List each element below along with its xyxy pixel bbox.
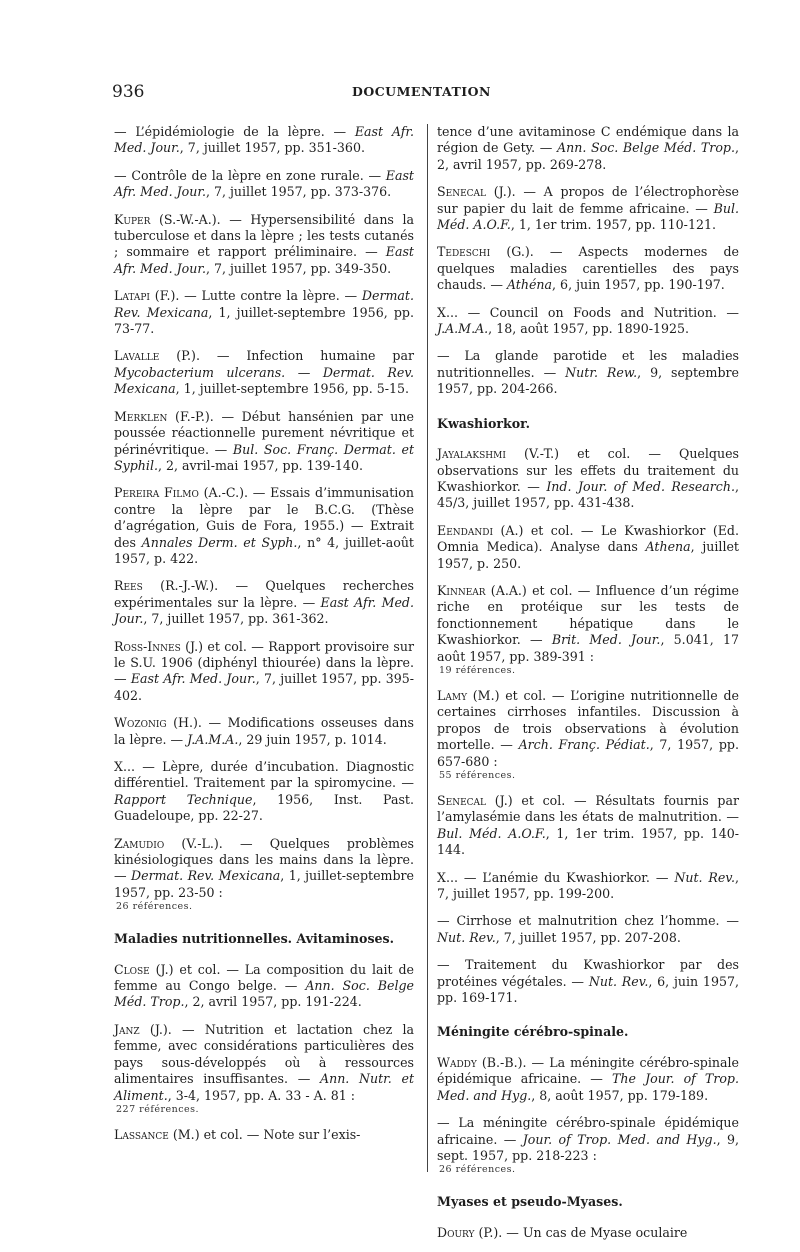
entry-text xyxy=(114,715,414,748)
entry-text xyxy=(437,1115,739,1164)
entry-author: Lavalle xyxy=(114,348,160,364)
entry-reference-count: 26 références. xyxy=(439,1164,516,1176)
bibliography-entry xyxy=(114,409,414,475)
entry-text xyxy=(114,759,414,825)
bibliography-entry xyxy=(114,836,414,914)
entry-author: Close xyxy=(114,961,150,977)
right-column xyxy=(437,124,739,1252)
bibliography-entry xyxy=(114,348,414,397)
section-heading: Kwashiorkor. xyxy=(437,415,531,431)
entry-title: (J.) et col. — Résultats fournis par l’amylasémie dans les états de malnutrition. — xyxy=(437,793,739,825)
entry-journal: Nut. Rev. xyxy=(588,973,649,989)
entry-journal: Nut. Rev. xyxy=(674,869,735,885)
entry-text xyxy=(114,168,414,201)
entry-citation: , 18, août 1957, pp. 1890-1925. xyxy=(488,321,690,337)
entry-title: (H.). — Modifications osseuses dans la lèpre. — xyxy=(114,715,414,747)
entry-author: Jayalakshmi xyxy=(437,446,506,462)
bibliography-entry xyxy=(114,1127,414,1143)
entry-title: — Contrôle de la lèpre en zone rurale. — xyxy=(114,167,386,183)
bibliography-entry xyxy=(114,578,414,627)
entry-title: (V.-T.) et col. — Quelques observations sur les effets du traitement du Kwashiorkor. — xyxy=(437,446,739,494)
entry-title: — La méningite cérébro-spinale épidémique africaine. — xyxy=(437,1115,739,1147)
entry-title: (M.) et col. — L’origine nutritionnelle de certaines cirrhoses infantiles. Discussion à propos de trois observations à évolution mortelle. — xyxy=(437,687,739,753)
section-heading: Méningite cérébro-spinale. xyxy=(437,1024,629,1040)
entry-author: Wozonig xyxy=(114,715,167,731)
entry-title: — L’épidémiologie de la lèpre. — xyxy=(114,124,355,139)
entry-journal: The Jour. of Trop. Med. and Hyg. xyxy=(437,1071,739,1103)
entry-text xyxy=(437,913,739,946)
bibliography-entry xyxy=(437,957,739,1006)
entry-text xyxy=(114,485,414,567)
entry-journal: Mycobacterium ulcerans. — Dermat. Rev. Mexicana xyxy=(114,364,414,397)
entry-text xyxy=(437,1225,739,1241)
entry-author: Eendandi xyxy=(437,522,493,538)
entry-text xyxy=(437,793,739,859)
entry-citation: , 7, juillet 1957, pp. 199-200. xyxy=(437,869,739,902)
entry-journal: Rapport Technique xyxy=(114,791,253,807)
bibliography-entry xyxy=(437,1055,739,1104)
entry-title: (J.). — A propos de l’électrophorèse sur papier du lait de femme africaine. — xyxy=(437,184,739,216)
entry-author: Waddy xyxy=(437,1054,477,1070)
entry-title: tence d’une avitaminose C endémique dans la région de Gety. — xyxy=(437,124,739,156)
entry-title: (P.). — Infection humaine par xyxy=(159,348,414,364)
entry-text xyxy=(114,1022,414,1104)
entry-title: (M.) et col. — Note sur l’exis- xyxy=(168,1126,361,1142)
entry-citation: , 45/3, juillet 1957, pp. 431-438. xyxy=(437,478,739,511)
entry-title: (A.A.) et col. — Influence d’un régime riche en protéique sur les tests de fonctionnement hépatique dans le Kwashiorkor. — xyxy=(437,582,739,648)
entry-text xyxy=(114,1127,414,1143)
entry-author: Ross-Innes xyxy=(114,638,181,654)
entry-reference-count: 227 références. xyxy=(116,1103,200,1115)
entry-text xyxy=(114,639,414,705)
entry-text xyxy=(114,409,414,475)
entry-citation: , 7, juillet 1957, pp. 395-402. xyxy=(114,671,414,703)
entry-author: Pereira Filmo xyxy=(114,485,199,501)
entry-title: (J.) et col. — La composition du lait de femme au Congo belge. — xyxy=(114,961,414,994)
entry-title: (S.-W.-A.). — Hypersensibilité dans la tuberculose et dans la lèpre ; les tests cutanés ; sommaire et rapport préliminaire. — xyxy=(114,211,414,260)
entry-title: (V.-L.). — Quelques problèmes kinésiologiques dans les mains dans la lèpre. — xyxy=(114,835,414,884)
entry-journal: Ann. Soc. Belge Méd. Trop. xyxy=(557,140,735,156)
entry-journal: Ann. Nutr. et Aliment. xyxy=(114,1071,414,1103)
entry-text xyxy=(437,184,739,233)
entry-citation: , 7, juillet 1957, pp. 361-362. xyxy=(143,611,329,627)
entry-text xyxy=(114,212,414,278)
bibliography-entry xyxy=(437,184,739,233)
entry-author: Doury xyxy=(437,1224,475,1240)
entry-journal: Athena xyxy=(645,539,691,555)
entry-journal: Jour. of Trop. Med. and Hyg. xyxy=(522,1131,717,1147)
entry-text xyxy=(114,348,414,397)
entry-title: — Council on Foods and Nutrition. — xyxy=(457,304,739,320)
entry-citation: , n° 4, juillet-août 1957, p. 422. xyxy=(114,534,414,566)
entry-title: (F.-P.). — Début hansénien par une poussée réactionnelle purement névritique et périnévritique. — xyxy=(114,408,414,457)
entry-citation: , 9, sept. 1957, pp. 218-223 : xyxy=(437,1131,739,1163)
entry-citation: , 6, juin 1957, pp. 169-171. xyxy=(437,973,739,1006)
bibliography-entry xyxy=(437,1225,739,1241)
entry-author: X... xyxy=(437,869,458,885)
entry-text xyxy=(437,348,739,397)
entry-journal: Brit. Med. Jour. xyxy=(551,632,661,648)
entry-title: — Traitement du Kwashiorkor par des protéines végétales. — xyxy=(437,957,739,989)
running-head: DOCUMENTATION xyxy=(352,84,491,99)
entry-journal: East Afr. Med. Jour. xyxy=(130,671,256,687)
entry-journal: East Afr. Med. Jour. xyxy=(114,124,414,156)
entry-text xyxy=(437,305,739,338)
bibliography-entry xyxy=(114,212,414,278)
bibliography-entry xyxy=(114,962,414,1011)
entry-journal: Bul. Méd. A.O.F. xyxy=(437,200,739,233)
entry-citation: , 2, avril 1957, pp. 191-224. xyxy=(184,994,362,1010)
entry-citation: , 7, juillet 1957, pp. 351-360. xyxy=(179,140,365,156)
entry-title: (P.). — Un cas de Myase oculaire xyxy=(474,1224,688,1240)
entry-citation: , 1956, Inst. Past. Guadeloupe, pp. 22-27. xyxy=(114,791,414,824)
entry-author: Merklen xyxy=(114,408,168,424)
entry-author: Lassance xyxy=(114,1126,169,1142)
entry-citation: , 1, juillet-septembre 1956, pp. 73-77. xyxy=(114,304,414,337)
entry-text xyxy=(437,446,739,512)
left-column xyxy=(114,124,414,1154)
bibliography-entry xyxy=(437,1115,739,1176)
entry-journal: J.A.M.A. xyxy=(187,731,239,747)
entry-title: (B.-B.). — La méningite cérébro-spinale épidémique africaine. — xyxy=(437,1054,739,1087)
page-number: 936 xyxy=(112,82,145,102)
entry-citation: , 7, juillet 1957, pp. 373-376. xyxy=(205,184,392,200)
entry-author: Zamudio xyxy=(114,835,165,851)
bibliography-entry xyxy=(437,870,739,903)
entry-title: (A.-C.). — Essais d’immunisation contre la lèpre par le B.C.G. (Thèse d’agrégation, Guis de Fora, 1955.) — Extrait des xyxy=(114,485,414,550)
entry-citation: , 2, avril-mai 1957, pp. 139-140. xyxy=(157,457,363,473)
entry-text xyxy=(114,962,414,1011)
entry-text xyxy=(437,124,739,173)
bibliography-entry xyxy=(114,639,414,705)
entry-citation: , 9, septembre 1957, pp. 204-266. xyxy=(437,364,739,397)
bibliography-entry xyxy=(114,1022,414,1116)
entry-text xyxy=(114,288,414,337)
entry-title: (F.). — Lutte contre la lèpre. — xyxy=(150,288,362,304)
entry-author: Rees xyxy=(114,578,143,594)
entry-author: X... xyxy=(114,759,135,774)
entry-title: (A.) et col. — Le Kwashiorkor (Ed. Omnia Medica). Analyse dans xyxy=(437,522,739,555)
entry-text xyxy=(114,124,414,157)
bibliography-entry xyxy=(437,688,739,782)
entry-title: — L’anémie du Kwashiorkor. — xyxy=(457,869,675,885)
entry-author: Janz xyxy=(114,1021,140,1037)
entry-author: X... xyxy=(437,304,458,320)
bibliography-entry xyxy=(114,288,414,337)
entry-citation: , 2, avril 1957, pp. 269-278. xyxy=(437,140,739,172)
entry-journal: Ind. Jour. of Med. Research. xyxy=(546,478,735,494)
section-heading: Maladies nutritionnelles. Avitaminoses. xyxy=(114,931,395,947)
bibliography-entry xyxy=(437,583,739,677)
entry-journal: J.A.M.A. xyxy=(437,321,489,337)
entry-author: Kinnear xyxy=(437,582,486,598)
entry-journal: Nut. Rev. xyxy=(437,929,496,945)
entry-reference-count: 26 références. xyxy=(116,901,193,913)
entry-text xyxy=(437,583,739,665)
entry-text xyxy=(114,836,414,902)
entry-journal: Bul. Soc. Franç. Dermat. et Syphil. xyxy=(114,441,414,473)
bibliography-entry xyxy=(114,168,414,201)
section-heading: Myases et pseudo-Myases. xyxy=(437,1194,623,1210)
entry-journal: Dermat. Rev. Mexicana xyxy=(131,868,281,884)
column-divider xyxy=(427,124,428,1172)
bibliography-entry xyxy=(114,759,414,825)
entry-author: Senecal xyxy=(437,793,487,808)
entry-citation: , 3-4, 1957, pp. A. 33 - A. 81 : xyxy=(167,1087,355,1103)
entry-citation: , 7, 1957, pp. 657-680 : xyxy=(437,737,739,769)
entry-citation: , juillet 1957, p. 250. xyxy=(437,539,739,571)
entry-author: Kuper xyxy=(114,211,151,227)
entry-title: — Cirrhose et malnutrition chez l’homme. — xyxy=(437,913,739,929)
entry-text xyxy=(437,957,739,1006)
entry-journal: Nutr. Rew. xyxy=(565,364,638,380)
entry-title: (G.). — Aspects modernes de quelques maladies carentielles des pays chauds. — xyxy=(437,244,739,293)
entry-citation: , 1, juillet-septembre 1957, pp. 23-50 : xyxy=(114,868,414,900)
entry-journal: Dermat. Rev. Mexicana xyxy=(114,288,414,320)
entry-author: Senecal xyxy=(437,184,487,200)
entry-citation: , 1, juillet-septembre 1956, pp. 5-15. xyxy=(175,381,410,397)
bibliography-entry xyxy=(437,244,739,293)
entry-journal: Annales Derm. et Syph. xyxy=(141,534,298,550)
entry-journal: Bul. Méd. A.O.F. xyxy=(437,825,546,841)
entry-citation: , 1, 1er trim. 1957, pp. 140-144. xyxy=(437,825,739,858)
bibliography-entry xyxy=(437,523,739,572)
entry-text xyxy=(437,244,739,293)
entry-author: Latapi xyxy=(114,288,150,304)
entry-journal: Arch. Franç. Pédiat. xyxy=(518,737,650,753)
entry-reference-count: 19 références. xyxy=(439,664,516,676)
entry-citation: , 1, 1er trim. 1957, pp. 110-121. xyxy=(510,217,716,233)
entry-text xyxy=(437,523,739,572)
entry-author: Tedeschi xyxy=(437,244,491,260)
entry-text xyxy=(437,688,739,770)
entry-journal: Athéna xyxy=(506,277,553,293)
entry-title: (J.). — Nutrition et lactation chez la femme, avec considérations particulières des pays sous-développés où à ressources alimentaires insuffisantes. — xyxy=(114,1021,414,1087)
entry-title: (J.) et col. — Rapport provisoire sur le S.U. 1906 (diphényl thiourée) dans la lèpre. — xyxy=(114,638,414,687)
bibliography-entry xyxy=(437,446,739,512)
bibliography-entry xyxy=(437,305,739,338)
entry-citation: , 7, juillet 1957, pp. 349-350. xyxy=(205,260,392,276)
entry-citation: , 29 juin 1957, p. 1014. xyxy=(238,731,387,747)
bibliography-entry xyxy=(114,715,414,748)
entry-reference-count: 55 références. xyxy=(439,770,516,781)
bibliography-entry xyxy=(114,124,414,157)
entry-title: — Lèpre, durée d’incubation. Diagnostic différentiel. Traitement par la spiromycine. — xyxy=(114,759,414,791)
entry-text xyxy=(114,578,414,627)
bibliography-entry xyxy=(437,913,739,946)
entry-citation: , 6, juin 1957, pp. 190-197. xyxy=(552,277,725,293)
entry-citation: , 5.041, 17 août 1957, pp. 389-391 : xyxy=(437,632,739,664)
bibliography-entry xyxy=(437,124,739,173)
entry-text xyxy=(437,870,739,903)
bibliography-entry xyxy=(437,793,739,859)
entry-title: (R.-J.-W.). — Quelques recherches expérimentales sur la lèpre. — xyxy=(114,578,414,610)
entry-journal: East Afr. Med. Jour. xyxy=(114,167,414,200)
entry-citation: , 8, août 1957, pp. 179-189. xyxy=(531,1087,709,1103)
entry-title: — La glande parotide et les maladies nutritionnelles. — xyxy=(437,348,739,380)
entry-citation: , 7, juillet 1957, pp. 207-208. xyxy=(495,929,681,945)
bibliography-entry xyxy=(437,348,739,397)
entry-journal: East Afr. Med. Jour. xyxy=(114,594,414,627)
entry-journal: East Afr. Med. Jour. xyxy=(114,244,414,276)
entry-text xyxy=(437,1055,739,1104)
bibliography-entry xyxy=(114,485,414,567)
entry-author: Lamy xyxy=(437,687,468,703)
entry-journal: Ann. Soc. Belge Méd. Trop. xyxy=(114,978,414,1010)
